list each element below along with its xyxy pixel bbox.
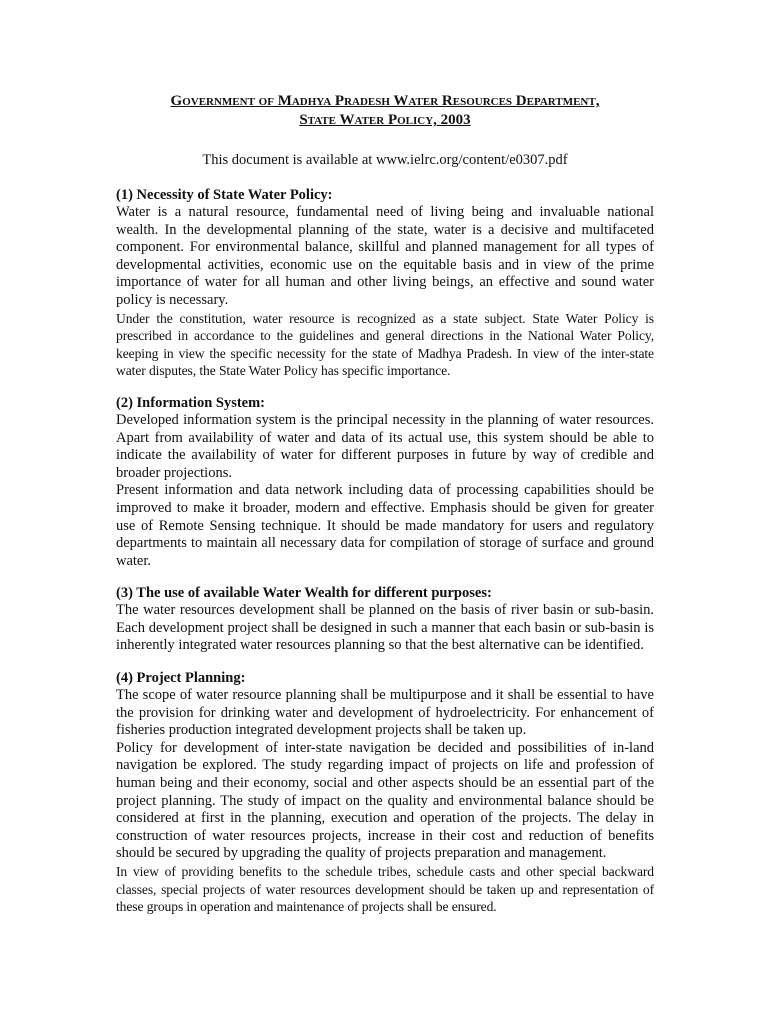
section-paragraph: Present information and data network including data of processing capabilities should be improved to make it broader, modern and effective. Emphasis should be given for greater use of Remote Sensing technique. It should be made mandatory for users and regulatory departments to maintain all necessary data for compilation of storage of surface and ground water. bbox=[116, 482, 654, 569]
title-line-1: Government of Madhya Pradesh Water Resources Department, bbox=[170, 93, 600, 109]
section-paragraph: Policy for development of inter-state navigation be decided and possibilities of in-land navigation be explored. The study regarding impact of projects on life and profession of human being and their economy, social and other aspects should be an essential part of the project planning. The study of impact on the quality and environmental balance should be considered at first in the planning, execution and operation of the projects. The delay in construction of water resources projects, increase in their cost and reduction of benefits should be secured by upgrading the quality of projects preparation and management. bbox=[116, 739, 654, 862]
section-heading: (1) Necessity of State Water Policy: bbox=[116, 187, 333, 203]
section-paragraph: Under the constitution, water resource is recognized as a state subject. State Water Policy is prescribed in accordance to the guidelines and general directions in the National Water Policy, keeping in view the specific necessity for the state of Madhya Pradesh. In view of the inter-state water disputes, the State Water Policy has specific importance. bbox=[116, 310, 654, 379]
section-paragraph: The water resources development shall be planned on the basis of river basin or sub-basin. Each development project shall be designed in such a manner that each basin or sub-basin is inherently integrated water resources planning so that the best alternative can be identified. bbox=[116, 602, 654, 654]
section-information-system bbox=[116, 394, 654, 570]
section-paragraph: The scope of water resource planning shall be multipurpose and it shall be essential to have the provision for drinking water and development of hydroelectricity. For enhancement of fisheries production integrated development projects shall be taken up. bbox=[116, 687, 654, 739]
section-heading: (2) Information System: bbox=[116, 394, 266, 411]
section-paragraph: Water is a natural resource, fundamental need of living being and invaluable national wealth. In the developmental planning of the state, water is a decisive and multifaceted component. For environmental balance, skillful and planned management for all types of developmental activities, economic use on the equitable basis and in view of the prime importance of water for all human and other living beings, an effective and sound water policy is necessary. bbox=[116, 204, 654, 308]
title-line-2: State Water Policy, 2003 bbox=[299, 112, 471, 128]
availability-note: This document is available at www.ielrc.org/content/e0307.pdf bbox=[202, 152, 568, 168]
section-necessity bbox=[116, 186, 654, 380]
section-project-planning bbox=[116, 669, 654, 916]
section-heading: (3) The use of available Water Wealth for different purposes: bbox=[116, 585, 492, 602]
section-paragraph: In view of providing benefits to the schedule tribes, schedule casts and other special backward classes, special projects of water resources development should be taken up and representation of these groups in operation and maintenance of projects shall be ensured. bbox=[116, 864, 654, 915]
section-heading: (4) Project Planning: bbox=[116, 670, 246, 687]
section-water-wealth bbox=[116, 584, 654, 655]
document-title bbox=[116, 92, 654, 130]
section-paragraph: Developed information system is the principal necessity in the planning of water resources. Apart from availability of water and data of its actual use, this system should be able to indicate the availability of water for different purposes in future by way of credible and broader projections. bbox=[116, 411, 654, 481]
